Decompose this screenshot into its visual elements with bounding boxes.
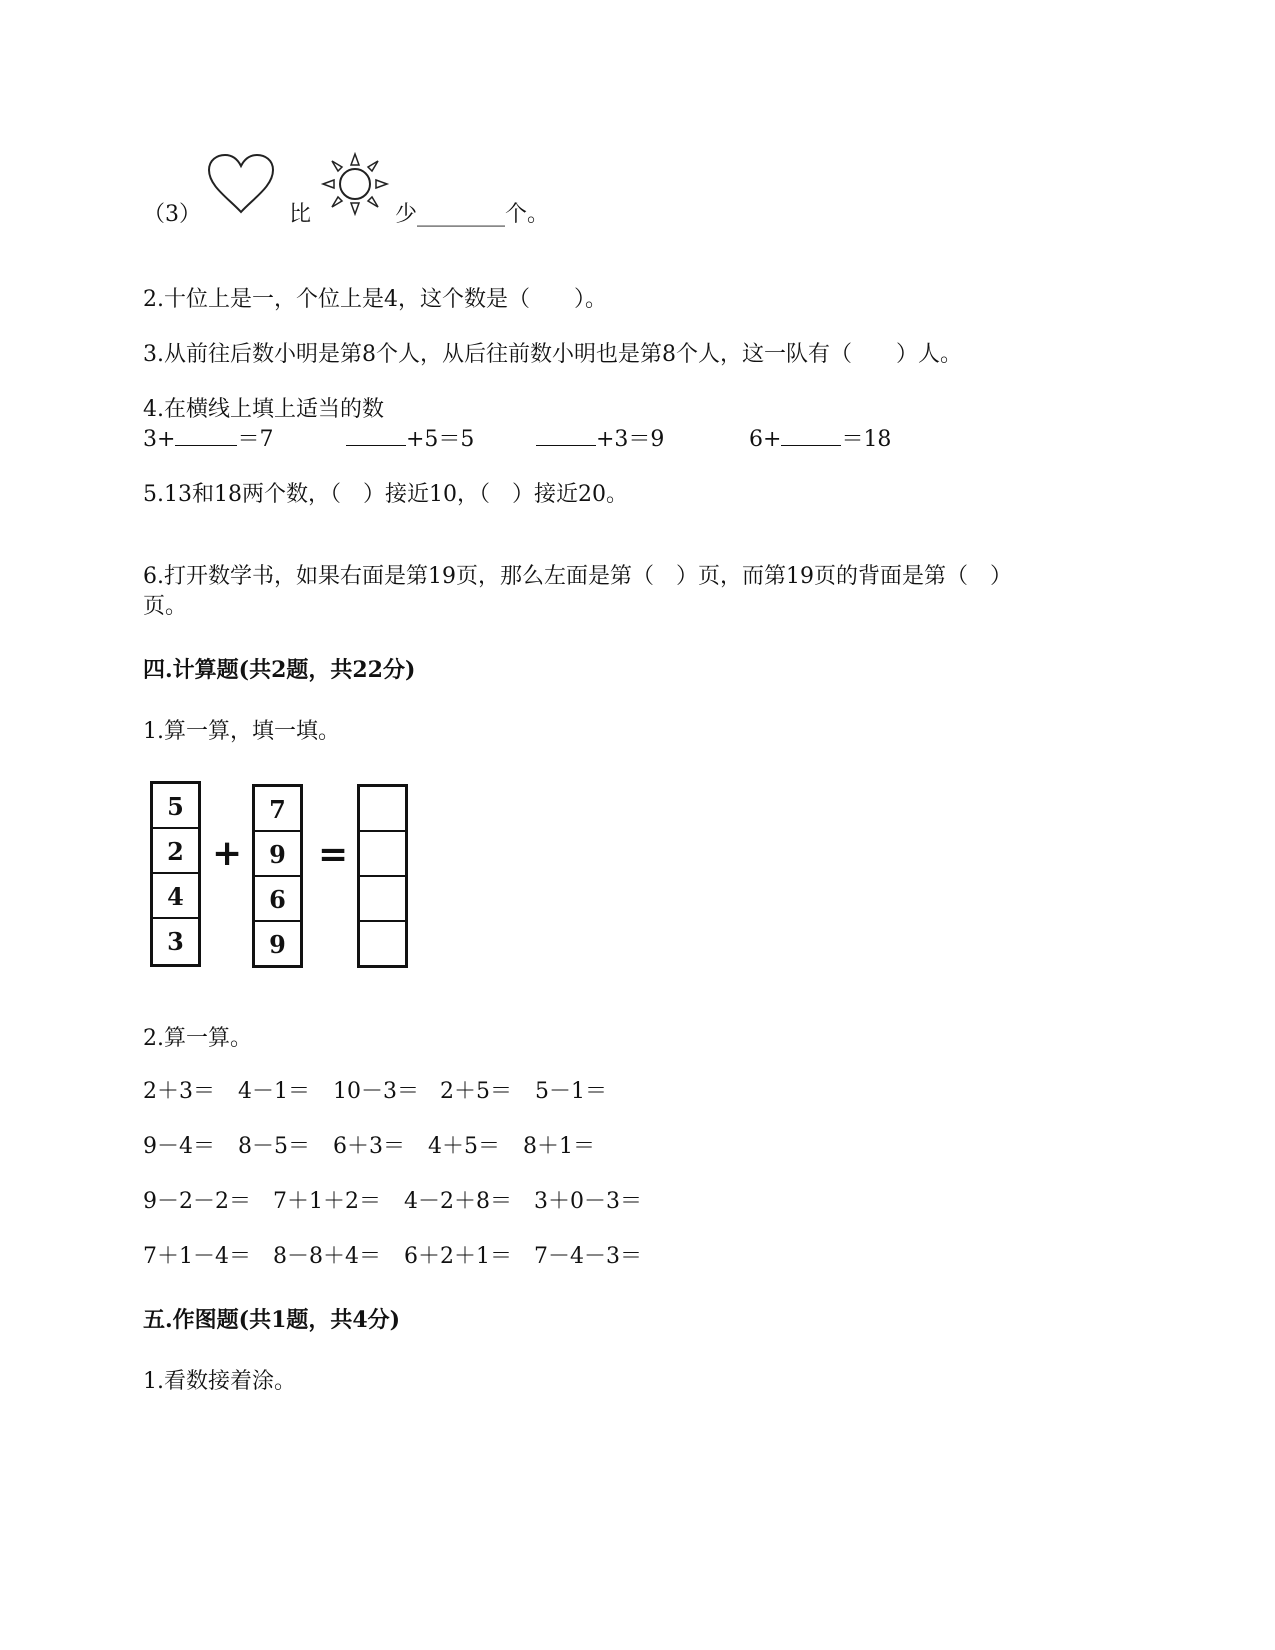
- draw-question-1: 1.看数接着涂。: [143, 1369, 296, 1394]
- box-cell: 3: [167, 927, 184, 956]
- answer-box[interactable]: [360, 877, 405, 922]
- eq2-blank[interactable]: [346, 425, 406, 446]
- box-cell: 2: [153, 829, 198, 874]
- calc-item: 9－4＝: [143, 1134, 215, 1159]
- heart-icon: [206, 152, 276, 216]
- calc-row-1: [143, 1077, 843, 1107]
- question-2: 2.十位上是一，个位上是4，这个数是（ ）。: [143, 287, 607, 312]
- calc-item: 7－4－3＝: [534, 1244, 642, 1269]
- addend-column-1: [150, 781, 201, 967]
- box-cell: 4: [153, 874, 198, 919]
- question-6-line2: 页。: [143, 594, 188, 619]
- section-4-heading: 四.计算题(共2题，共22分): [143, 657, 416, 683]
- calc-item: 2＋3＝: [143, 1079, 215, 1104]
- eq1-pre: 3+: [143, 427, 176, 452]
- calc-row-3: [143, 1187, 843, 1217]
- calc-item: 4－2＋8＝: [404, 1189, 512, 1214]
- calc-item: 8－5＝: [238, 1134, 310, 1159]
- eq4-blank[interactable]: [781, 425, 841, 446]
- equals-sign: =: [318, 834, 349, 875]
- answer-column[interactable]: [357, 784, 408, 968]
- eq4-post: ＝18: [841, 427, 892, 452]
- answer-box[interactable]: [360, 787, 405, 832]
- calc-item: 7＋1－4＝: [143, 1244, 251, 1269]
- answer-box[interactable]: [360, 922, 405, 967]
- calc-item: 6＋2＋1＝: [404, 1244, 512, 1269]
- calc-item: 10－3＝: [333, 1079, 419, 1104]
- sun-icon: [320, 152, 390, 216]
- calc-row-4: [143, 1242, 843, 1272]
- q3-suffix: 少________个。: [395, 202, 550, 227]
- calc-item: 9－2－2＝: [143, 1189, 251, 1214]
- calc-item: 7＋1＋2＝: [273, 1189, 381, 1214]
- q3-prefix: （3）: [143, 202, 201, 227]
- box-cell: 5: [153, 784, 198, 829]
- answer-box[interactable]: [360, 832, 405, 877]
- eq2-post: +5＝5: [406, 427, 475, 452]
- question-5: 5.13和18两个数，（ ）接近10，（ ）接近20。: [143, 482, 628, 507]
- box-cell: 6: [255, 877, 300, 922]
- calc-item: 5－1＝: [535, 1079, 607, 1104]
- box-cell: 9: [269, 930, 286, 959]
- eq3-blank[interactable]: [536, 425, 596, 446]
- calc-item: 6＋3＝: [333, 1134, 405, 1159]
- addend-column-2: [252, 784, 303, 968]
- calc-item: 2＋5＝: [440, 1079, 512, 1104]
- calc-question-1: 1.算一算，填一填。: [143, 719, 340, 744]
- eq1-post: ＝7: [237, 427, 274, 452]
- calc-item: 4－1＝: [238, 1079, 310, 1104]
- eq1-blank[interactable]: [175, 425, 237, 446]
- question-3: 3.从前往后数小明是第8个人，从后往前数小明也是第8个人，这一队有（ ）人。: [143, 342, 962, 367]
- calc-question-2: 2.算一算。: [143, 1026, 252, 1051]
- question-4-equations: [143, 425, 943, 455]
- eq4-pre: 6+: [749, 427, 782, 452]
- q3-compare-word: 比: [289, 202, 312, 227]
- calc-row-2: [143, 1132, 843, 1162]
- question-4-title: 4.在横线上填上适当的数: [143, 397, 384, 422]
- box-cell: 7: [255, 787, 300, 832]
- plus-sign: +: [212, 833, 243, 874]
- eq3-post: +3＝9: [596, 427, 665, 452]
- calc-item: 4＋5＝: [428, 1134, 500, 1159]
- box-cell: 9: [255, 832, 300, 877]
- calc-item: 3＋0－3＝: [534, 1189, 642, 1214]
- calc-item: 8－8＋4＝: [273, 1244, 381, 1269]
- question-6-line1: 6.打开数学书，如果右面是第19页，那么左面是第（ ）页，而第19页的背面是第（ ）: [143, 564, 1012, 589]
- section-5-heading: 五.作图题(共1题，共4分): [143, 1307, 401, 1333]
- calc-item: 8＋1＝: [523, 1134, 595, 1159]
